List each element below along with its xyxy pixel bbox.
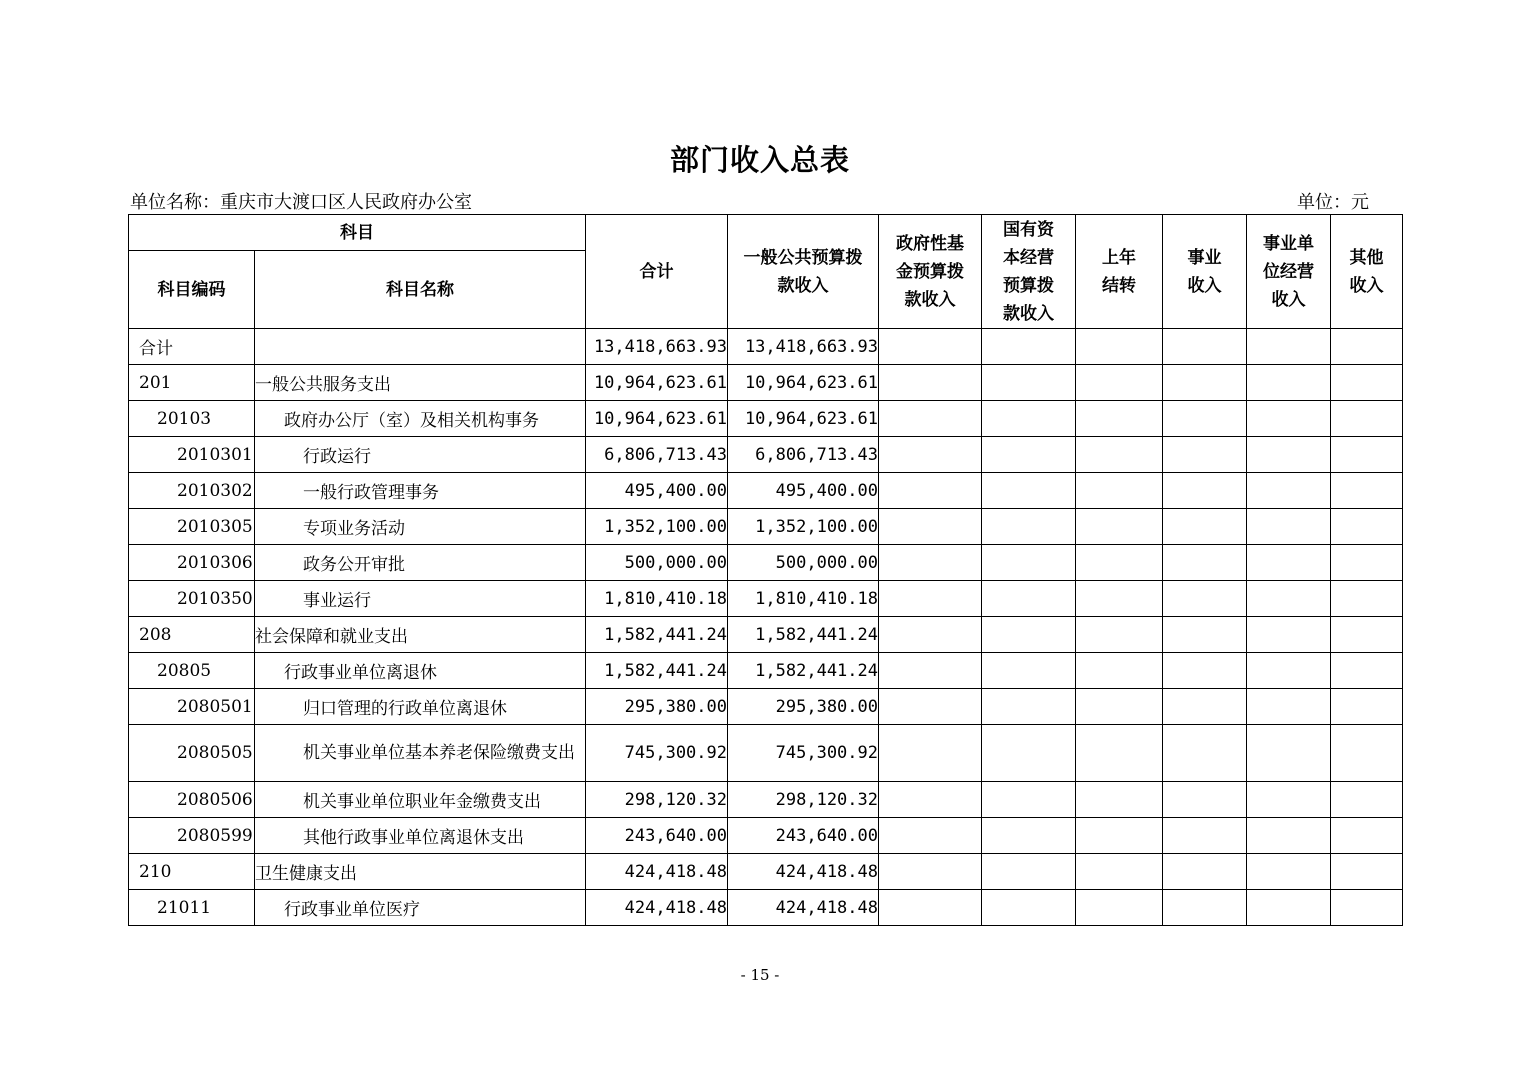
table-row xyxy=(129,581,1403,617)
header-subject-group: 科目 xyxy=(129,215,586,251)
row-code: 2010306 xyxy=(129,545,255,581)
row-total: 298,120.32 xyxy=(586,782,728,818)
row-general-budget: 495,400.00 xyxy=(728,473,879,509)
page-title: 部门收入总表 xyxy=(669,143,850,177)
row-general-budget: 1,352,100.00 xyxy=(728,509,879,545)
table-row xyxy=(129,509,1403,545)
row-total: 6,806,713.43 xyxy=(586,437,728,473)
row-code: 2080506 xyxy=(129,782,255,818)
row-general-budget: 1,582,441.24 xyxy=(728,653,879,689)
row-code: 2080505 xyxy=(129,725,255,782)
row-code: 20103 xyxy=(129,401,255,437)
table-row xyxy=(129,890,1403,926)
row-code: 2010305 xyxy=(129,509,255,545)
header-general-budget: 一般公共预算拨款收入 xyxy=(728,215,879,329)
unit-name-label: 单位名称：重庆市大渡口区人民政府办公室 xyxy=(130,192,472,213)
row-name: 行政事业单位医疗 xyxy=(255,890,586,926)
row-name xyxy=(255,329,586,365)
row-total: 1,810,410.18 xyxy=(586,581,728,617)
row-total: 495,400.00 xyxy=(586,473,728,509)
header-code: 科目编码 xyxy=(129,251,255,329)
row-general-budget: 13,418,663.93 xyxy=(728,329,879,365)
row-name: 一般行政管理事务 xyxy=(255,473,586,509)
row-code: 2010302 xyxy=(129,473,255,509)
header-gov-fund: 政府性基金预算拨款收入 xyxy=(879,215,982,329)
table-row xyxy=(129,401,1403,437)
table-row xyxy=(129,617,1403,653)
row-total: 13,418,663.93 xyxy=(586,329,728,365)
row-total: 10,964,623.61 xyxy=(586,365,728,401)
row-name: 一般公共服务支出 xyxy=(255,365,586,401)
row-name: 机关事业单位基本养老保险缴费支出 xyxy=(255,725,586,782)
table-row xyxy=(129,818,1403,854)
header-state-capital: 国有资本经营预算拨款收入 xyxy=(982,215,1076,329)
table-row xyxy=(129,545,1403,581)
row-name: 行政事业单位离退休 xyxy=(255,653,586,689)
row-total: 424,418.48 xyxy=(586,854,728,890)
row-total: 243,640.00 xyxy=(586,818,728,854)
row-general-budget: 298,120.32 xyxy=(728,782,879,818)
row-general-budget: 1,582,441.24 xyxy=(728,617,879,653)
row-name: 专项业务活动 xyxy=(255,509,586,545)
table-row xyxy=(129,782,1403,818)
row-name: 社会保障和就业支出 xyxy=(255,617,586,653)
row-general-budget: 10,964,623.61 xyxy=(728,401,879,437)
row-general-budget: 10,964,623.61 xyxy=(728,365,879,401)
table-row xyxy=(129,473,1403,509)
row-code: 2080599 xyxy=(129,818,255,854)
row-code: 21011 xyxy=(129,890,255,926)
row-code: 210 xyxy=(129,854,255,890)
row-general-budget: 424,418.48 xyxy=(728,854,879,890)
header-name: 科目名称 xyxy=(255,251,586,329)
row-general-budget: 243,640.00 xyxy=(728,818,879,854)
row-total: 500,000.00 xyxy=(586,545,728,581)
row-code: 2010350 xyxy=(129,581,255,617)
row-total: 10,964,623.61 xyxy=(586,401,728,437)
row-code: 合计 xyxy=(129,329,255,365)
row-general-budget: 6,806,713.43 xyxy=(728,437,879,473)
row-total: 745,300.92 xyxy=(586,725,728,782)
table-row xyxy=(129,329,1403,365)
table-row xyxy=(129,854,1403,890)
row-code: 208 xyxy=(129,617,255,653)
row-name: 政务公开审批 xyxy=(255,545,586,581)
table-row xyxy=(129,725,1403,782)
row-code: 20805 xyxy=(129,653,255,689)
row-total: 1,582,441.24 xyxy=(586,617,728,653)
row-total: 424,418.48 xyxy=(586,890,728,926)
row-total: 1,352,100.00 xyxy=(586,509,728,545)
row-general-budget: 1,810,410.18 xyxy=(728,581,879,617)
row-code: 2010301 xyxy=(129,437,255,473)
table-row xyxy=(129,689,1403,725)
row-name: 事业运行 xyxy=(255,581,586,617)
row-general-budget: 295,380.00 xyxy=(728,689,879,725)
unit-label: 单位：元 xyxy=(1297,192,1369,213)
row-name: 其他行政事业单位离退休支出 xyxy=(255,818,586,854)
row-general-budget: 424,418.48 xyxy=(728,890,879,926)
row-code: 201 xyxy=(129,365,255,401)
header-total: 合计 xyxy=(586,215,728,329)
header-carryover: 上年结转 xyxy=(1076,215,1163,329)
row-name: 政府办公厅（室）及相关机构事务 xyxy=(255,401,586,437)
table-row xyxy=(129,653,1403,689)
page-number: - 15 - xyxy=(740,966,780,984)
row-code: 2080501 xyxy=(129,689,255,725)
row-general-budget: 745,300.92 xyxy=(728,725,879,782)
row-total: 295,380.00 xyxy=(586,689,728,725)
row-name: 机关事业单位职业年金缴费支出 xyxy=(255,782,586,818)
income-summary-table xyxy=(128,214,1403,926)
header-business-income: 事业收入 xyxy=(1163,215,1247,329)
header-other-income: 其他收入 xyxy=(1331,215,1403,329)
row-general-budget: 500,000.00 xyxy=(728,545,879,581)
row-name: 卫生健康支出 xyxy=(255,854,586,890)
row-total: 1,582,441.24 xyxy=(586,653,728,689)
table-row xyxy=(129,437,1403,473)
row-name: 行政运行 xyxy=(255,437,586,473)
header-affiliated-income: 事业单位经营收入 xyxy=(1247,215,1331,329)
table-row xyxy=(129,365,1403,401)
row-name: 归口管理的行政单位离退休 xyxy=(255,689,586,725)
